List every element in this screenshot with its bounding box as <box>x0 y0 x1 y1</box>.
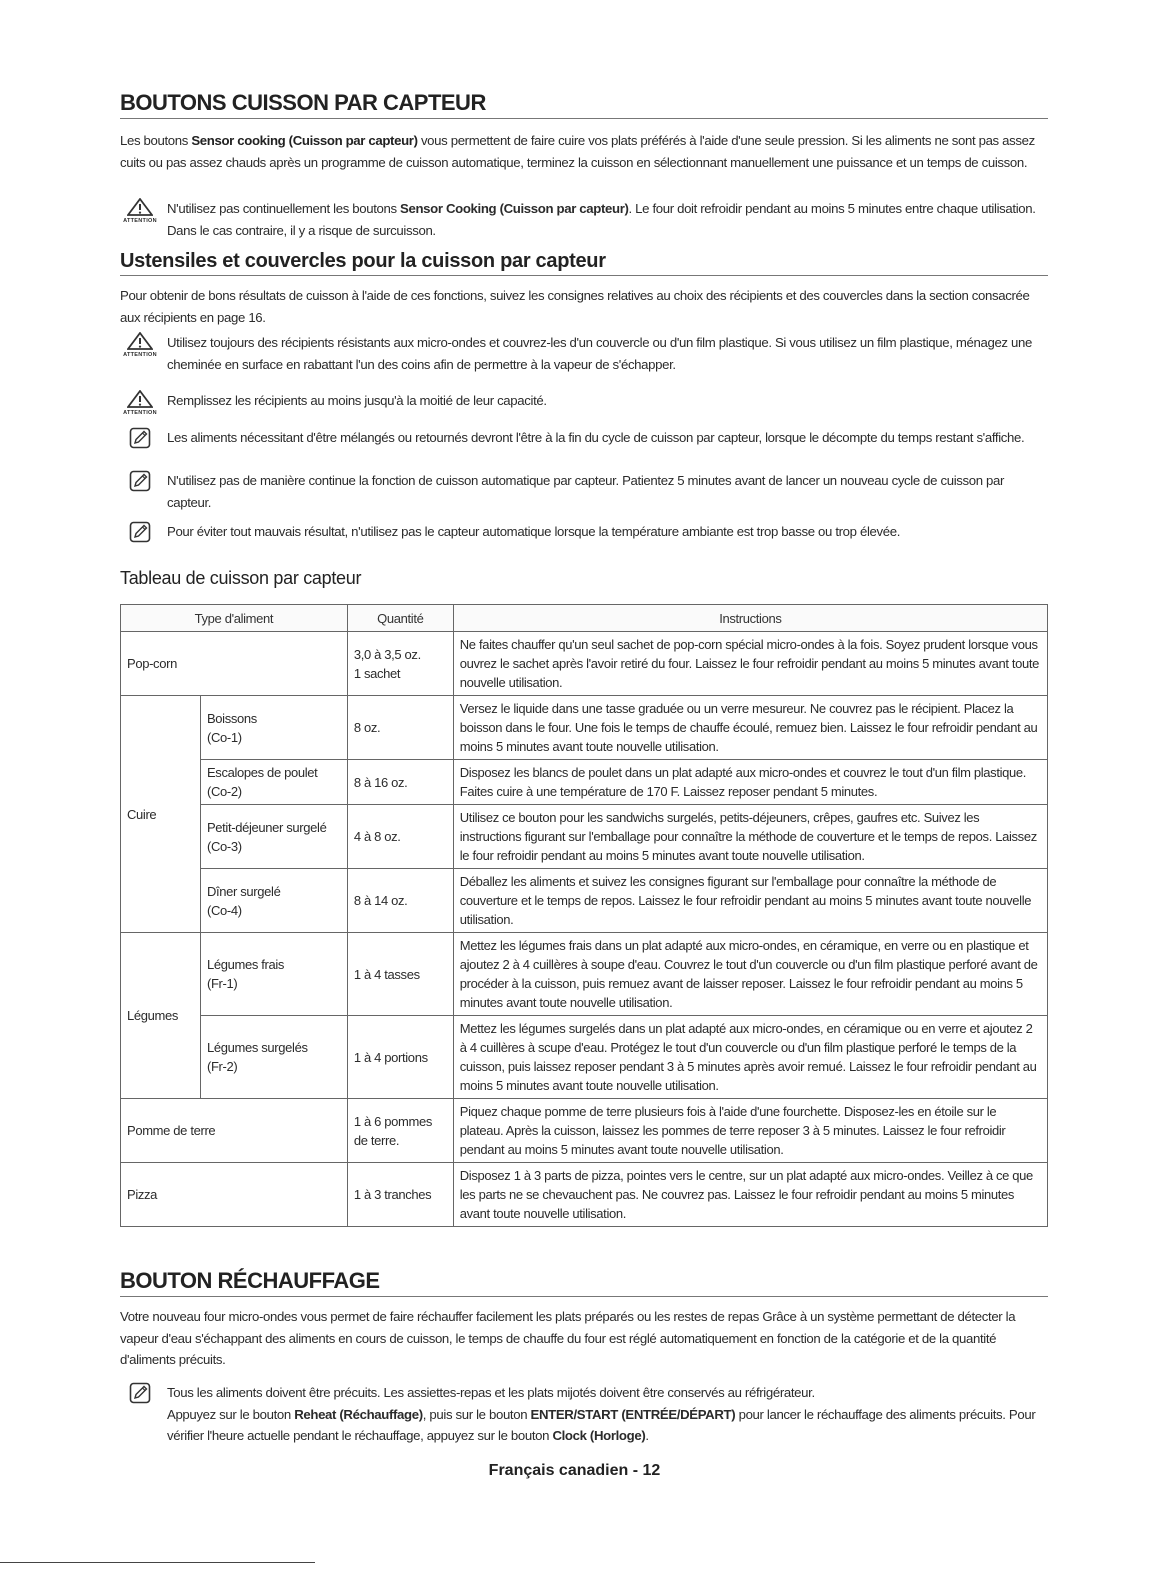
food-name: Légumes surgelés (Fr-2) <box>200 1016 347 1099</box>
food-instructions: Ne faites chauffer qu'un seul sachet de pop-corn spécial micro-ondes à la fois. Soyez prudent lorsque vous ouvrez le sachet après l'avoir retiré du four. Laissez le four refroidir pendant au moins 5 minutes avant toute nouvelle utilisation. <box>453 632 1047 696</box>
food-quantity: 1 à 3 tranches <box>347 1163 453 1227</box>
food-name: Dîner surgelé (Co-4) <box>200 869 347 933</box>
table-row <box>121 1163 1048 1227</box>
section-title-utensils: Ustensiles et couvercles pour la cuisson par capteur <box>120 250 1048 276</box>
page-footer: Français canadien - 12 <box>488 1462 661 1479</box>
food-instructions: Déballez les aliments et suivez les consignes figurant sur l'emballage pour connaître la méthode de couverture et le temps de repos. Laissez le four refroidir pendant au moins 5 minutes avant toute nouvelle utilisation. <box>453 869 1047 933</box>
food-quantity: 8 à 16 oz. <box>347 760 453 805</box>
food-name: Pizza <box>121 1163 348 1227</box>
header-instructions: Instructions <box>453 605 1047 632</box>
table-row <box>121 869 1048 933</box>
food-name: Boissons (Co-1) <box>200 696 347 760</box>
food-instructions: Versez le liquide dans une tasse graduée ou un verre mesureur. Ne couvrez pas le récipient. Placez la boisson dans le four. Une fois le temps de chauffe écoulé, remuez bien. Laissez le four refroidir pendant au moins 5 minutes avant toute nouvelle utilisation. <box>453 696 1047 760</box>
attention-icon: ATTENTION <box>120 198 160 224</box>
table-row <box>121 805 1048 869</box>
reheat-intro: Votre nouveau four micro-ondes vous permet de faire réchauffer facilement les plats préparés ou les restes de repas Grâce à un système permettant de détecter la vapeur d'eau s'échappant des aliments en cours de cuisson, le temps de chauffe du four est réglé automatiquement en fonction de la catégorie et de la quantité d'aliments précuits. <box>120 1309 1016 1367</box>
food-quantity: 1 à 4 portions <box>347 1016 453 1099</box>
sensor-cooking-table <box>120 604 1048 1227</box>
note-pencil-icon <box>120 1382 160 1409</box>
food-name: Petit-déjeuner surgelé (Co-3) <box>200 805 347 869</box>
note-pencil-icon <box>120 427 160 454</box>
food-name: Légumes frais (Fr-1) <box>200 933 347 1016</box>
sensor-cooking-intro: Les boutons Sensor cooking (Cuisson par capteur) vous permettent de faire cuire vos plats préférés à l'aide d'une seule pression. Si les aliments ne sont pas assez cuits ou pas assez chauds après un programme de cuisson automatique, terminez la cuisson en sélectionnant manuellement une puissance et un temps de cuisson. <box>120 133 1035 170</box>
table-row <box>121 632 1048 696</box>
utensils-intro: Pour obtenir de bons résultats de cuisson à l'aide de ces fonctions, suivez les consignes relatives au choix des récipients et des couvercles dans la section consacrée aux récipients en page 16. <box>120 288 1030 325</box>
food-quantity: 3,0 à 3,5 oz. 1 sachet <box>347 632 453 696</box>
table-row <box>121 696 1048 760</box>
table-row <box>121 1016 1048 1099</box>
section-title-reheat: BOUTON RÉCHAUFFAGE <box>120 1268 1048 1297</box>
food-quantity: 8 oz. <box>347 696 453 760</box>
attention-icon: ATTENTION <box>120 332 160 358</box>
food-instructions: Disposez 1 à 3 parts de pizza, pointes vers le centre, sur un plat adapté aux micro-ondes. Veillez à ce que les parts ne se chevauchent pas. Ne couvrez pas. Laissez le four refroidir pendant au moins 5 minutes avant toute nouvelle utilisation. <box>453 1163 1047 1227</box>
attention-icon: ATTENTION <box>120 390 160 416</box>
header-quantity: Quantité <box>347 605 453 632</box>
section-title-sensor-cooking: BOUTONS CUISSON PAR CAPTEUR <box>120 90 1048 119</box>
group-name-legumes: Légumes <box>121 933 201 1099</box>
table-header-row <box>121 605 1048 632</box>
food-quantity: 4 à 8 oz. <box>347 805 453 869</box>
food-instructions: Piquez chaque pomme de terre plusieurs fois à l'aide d'une fourchette. Disposez-les en étoile sur le plateau. Après la cuisson, laissez les pommes de terre reposer 3 à 5 minutes. Laissez le four refroidir pendant au moins 5 minutes avant toute nouvelle utilisation. <box>453 1099 1047 1163</box>
food-instructions: Mettez les légumes surgelés dans un plat adapté aux micro-ondes, en céramique ou en verre et ajoutez 2 à 4 cuillères à scupe d'eau. Protégez le tout d'un couvercle ou d'un film plastique perforé le temps de la cuisson, puis laissez reposer pendant 3 à 5 minutes après avoir remué. Laissez le four refroidir pendant au moins 5 minutes avant toute nouvelle utilisation. <box>453 1016 1047 1099</box>
table-row <box>121 1099 1048 1163</box>
table-title: Tableau de cuisson par capteur <box>120 568 362 588</box>
header-food-type: Type d'aliment <box>121 605 348 632</box>
table-row <box>121 933 1048 1016</box>
group-name-cuire: Cuire <box>121 696 201 933</box>
food-quantity: 1 à 6 pommes de terre. <box>347 1099 453 1163</box>
food-name: Pomme de terre <box>121 1099 348 1163</box>
food-name: Escalopes de poulet (Co-2) <box>200 760 347 805</box>
table-row <box>121 760 1048 805</box>
food-name: Pop-corn <box>121 632 348 696</box>
food-instructions: Disposez les blancs de poulet dans un plat adapté aux micro-ondes et couvrez le tout d'un film plastique. Faites cuire à une température de 170 F. Laissez reposer pendant 5 minutes. <box>453 760 1047 805</box>
bottom-rule <box>0 1562 315 1563</box>
food-quantity: 8 à 14 oz. <box>347 869 453 933</box>
food-instructions: Mettez les légumes frais dans un plat adapté aux micro-ondes, en céramique, en verre ou en plastique et ajoutez 2 à 4 cuillères à soupe d'eau. Couvrez le tout d'un couvercle ou d'un film plastique perforé avant de procéder à la cuisson, puis remuez avant de laisser reposer. Laissez le four refroidir pendant au moins 5 minutes avant toute nouvelle utilisation. <box>453 933 1047 1016</box>
note-pencil-icon <box>120 521 160 548</box>
food-quantity: 1 à 4 tasses <box>347 933 453 1016</box>
note-pencil-icon <box>120 470 160 497</box>
food-instructions: Utilisez ce bouton pour les sandwichs surgelés, petits-déjeuners, crêpes, gaufres etc. Suivez les instructions figurant sur l'emballage pour connaître la méthode de couverture et le temps de repos. Laissez le four refroidir pendant au moins 5 minutes avant toute nouvelle utilisation. <box>453 805 1047 869</box>
